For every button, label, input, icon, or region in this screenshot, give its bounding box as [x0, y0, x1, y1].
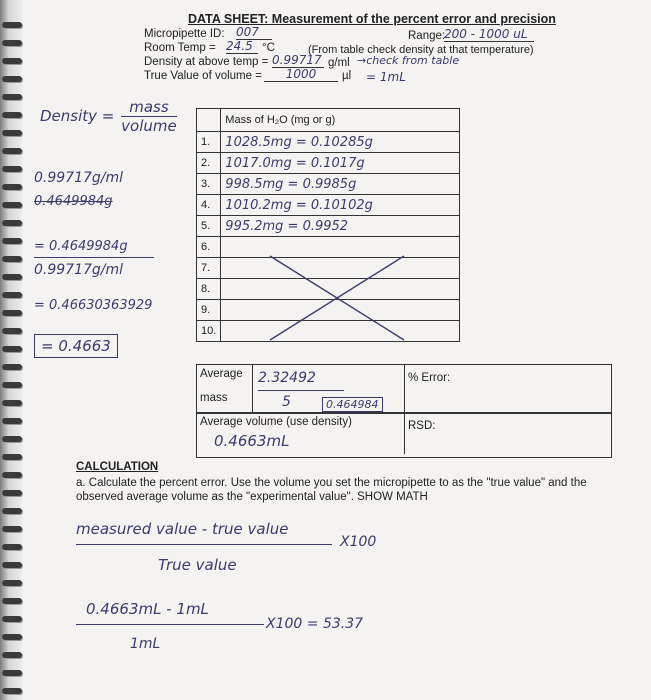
- side-line-3: = 0.4649984g: [34, 239, 128, 254]
- work-fraction-bar: [76, 624, 264, 625]
- density-value: 0.99717: [272, 53, 324, 68]
- cross-out-mark: [264, 250, 414, 350]
- spiral-ring: [2, 166, 22, 172]
- density-label: Density at above temp =: [144, 56, 269, 68]
- spiral-ring: [2, 76, 22, 82]
- row-value: 1028.5mg = 0.10285g: [221, 132, 460, 153]
- spiral-ring: [2, 292, 22, 298]
- spiral-ring: [2, 310, 22, 316]
- spiral-ring: [2, 238, 22, 244]
- average-numerator: 2.32492: [258, 370, 316, 386]
- avg-volume-value: 0.4663mL: [214, 432, 290, 450]
- mass-label: mass: [200, 392, 228, 404]
- spiral-ring: [2, 436, 22, 442]
- spiral-ring: [2, 616, 22, 622]
- side-line-1: 0.99717g/ml: [34, 170, 124, 186]
- spiral-ring: [2, 418, 22, 424]
- spiral-ring: [2, 202, 22, 208]
- formula-den: volume: [121, 117, 177, 135]
- table-corner: [197, 109, 221, 132]
- micropipette-value: 007: [236, 25, 272, 40]
- room-temp-value: 24.5: [226, 39, 258, 54]
- instruction-a: a. Calculate the percent error. Use the volume you set the micropipette to as the "true value" and the observed average volume as the "experimental value". SHOW MATH: [76, 477, 587, 503]
- spiral-ring: [2, 634, 22, 640]
- spiral-ring: [2, 328, 22, 334]
- calculation-heading: CALCULATION: [76, 461, 159, 473]
- spiral-ring: [2, 40, 22, 46]
- formula-left: Density =: [40, 107, 115, 125]
- spiral-ring: [2, 148, 22, 154]
- row-value: 995.2mg = 0.9952: [221, 216, 460, 237]
- spiral-ring: [2, 256, 22, 262]
- spiral-ring: [2, 472, 22, 478]
- formula-top: measured value - true value: [76, 520, 289, 538]
- table-note: (From table check density at that temperature): [308, 44, 534, 56]
- side-line-5: = 0.46630363929: [34, 298, 153, 313]
- formula-fraction-bar: [76, 544, 332, 545]
- spiral-ring: [2, 94, 22, 100]
- spiral-ring: [2, 598, 22, 604]
- row-value: 1017.0mg = 0.1017g: [221, 153, 460, 174]
- avg-volume-label: Average volume (use density): [200, 416, 352, 428]
- spiral-ring: [2, 274, 22, 280]
- row-value: 1010.2mg = 0.10102g: [221, 195, 460, 216]
- work-mult: X100 = 53.37: [266, 616, 364, 632]
- true-volume-unit: µl: [342, 70, 352, 82]
- average-fraction-bar: [258, 390, 344, 391]
- row-number: 4.: [197, 195, 221, 216]
- spiral-ring: [2, 562, 22, 568]
- side-fraction-bar: [34, 257, 154, 258]
- spiral-ring: [2, 184, 22, 190]
- true-volume-label: True Value of volume =: [144, 70, 262, 82]
- spiral-ring: [2, 112, 22, 118]
- row-number: 3.: [197, 174, 221, 195]
- spiral-ring: [2, 544, 22, 550]
- average-result-boxed: 0.464984: [322, 397, 383, 412]
- spiral-ring: [2, 508, 22, 514]
- notebook-spiral: [0, 0, 22, 700]
- formula-mult: X100: [340, 534, 377, 550]
- density-formula: [40, 98, 177, 135]
- divider: [252, 364, 253, 412]
- spiral-ring: [2, 58, 22, 64]
- row-number: 7.: [197, 258, 221, 279]
- density-unit: g/ml: [328, 57, 350, 69]
- room-temp-label: Room Temp =: [144, 42, 216, 54]
- spiral-ring: [2, 382, 22, 388]
- row-number: 2.: [197, 153, 221, 174]
- range-label: Range:: [408, 30, 446, 42]
- spiral-ring: [2, 364, 22, 370]
- range-value: 200 - 1000 uL: [444, 27, 534, 42]
- true-volume-note: = 1mL: [366, 70, 406, 84]
- row-number: 9.: [197, 300, 221, 321]
- row-number: 10.: [197, 321, 221, 342]
- side-line-2: 0.4649984g: [34, 194, 113, 209]
- density-note: →check from table: [357, 54, 460, 67]
- spiral-ring: [2, 400, 22, 406]
- spiral-ring: [2, 652, 22, 658]
- formula-bottom: True value: [158, 556, 237, 574]
- average-label: Average: [200, 368, 243, 380]
- formula-num: mass: [121, 98, 177, 117]
- side-line-4: 0.99717g/ml: [34, 262, 124, 278]
- percent-error-label: % Error:: [408, 372, 451, 384]
- table-header: Mass of H₂O (mg or g): [221, 109, 460, 132]
- spiral-ring: [2, 580, 22, 586]
- spiral-ring: [2, 130, 22, 136]
- work-top: 0.4663mL - 1mL: [86, 600, 209, 618]
- spiral-ring: [2, 346, 22, 352]
- rsd-label: RSD:: [408, 420, 436, 432]
- row-number: 6.: [197, 237, 221, 258]
- spiral-ring: [2, 490, 22, 496]
- spiral-ring: [2, 670, 22, 676]
- work-bottom: 1mL: [130, 636, 161, 652]
- sheet-title: DATA SHEET: Measurement of the percent error and precision: [188, 12, 556, 26]
- row-number: 1.: [197, 132, 221, 153]
- spiral-ring: [2, 526, 22, 532]
- row-value: 998.5mg = 0.9985g: [221, 174, 460, 195]
- row-number: 5.: [197, 216, 221, 237]
- micropipette-label: Micropipette ID:: [144, 28, 225, 40]
- spiral-ring: [2, 22, 22, 28]
- room-temp-unit: °C: [262, 42, 275, 54]
- spiral-ring: [2, 220, 22, 226]
- side-line-6-boxed: = 0.4663: [34, 334, 118, 358]
- spiral-ring: [2, 454, 22, 460]
- row-number: 8.: [197, 279, 221, 300]
- true-volume-value: 1000: [264, 67, 338, 82]
- spiral-ring: [2, 688, 22, 694]
- average-denominator: 5: [282, 394, 291, 410]
